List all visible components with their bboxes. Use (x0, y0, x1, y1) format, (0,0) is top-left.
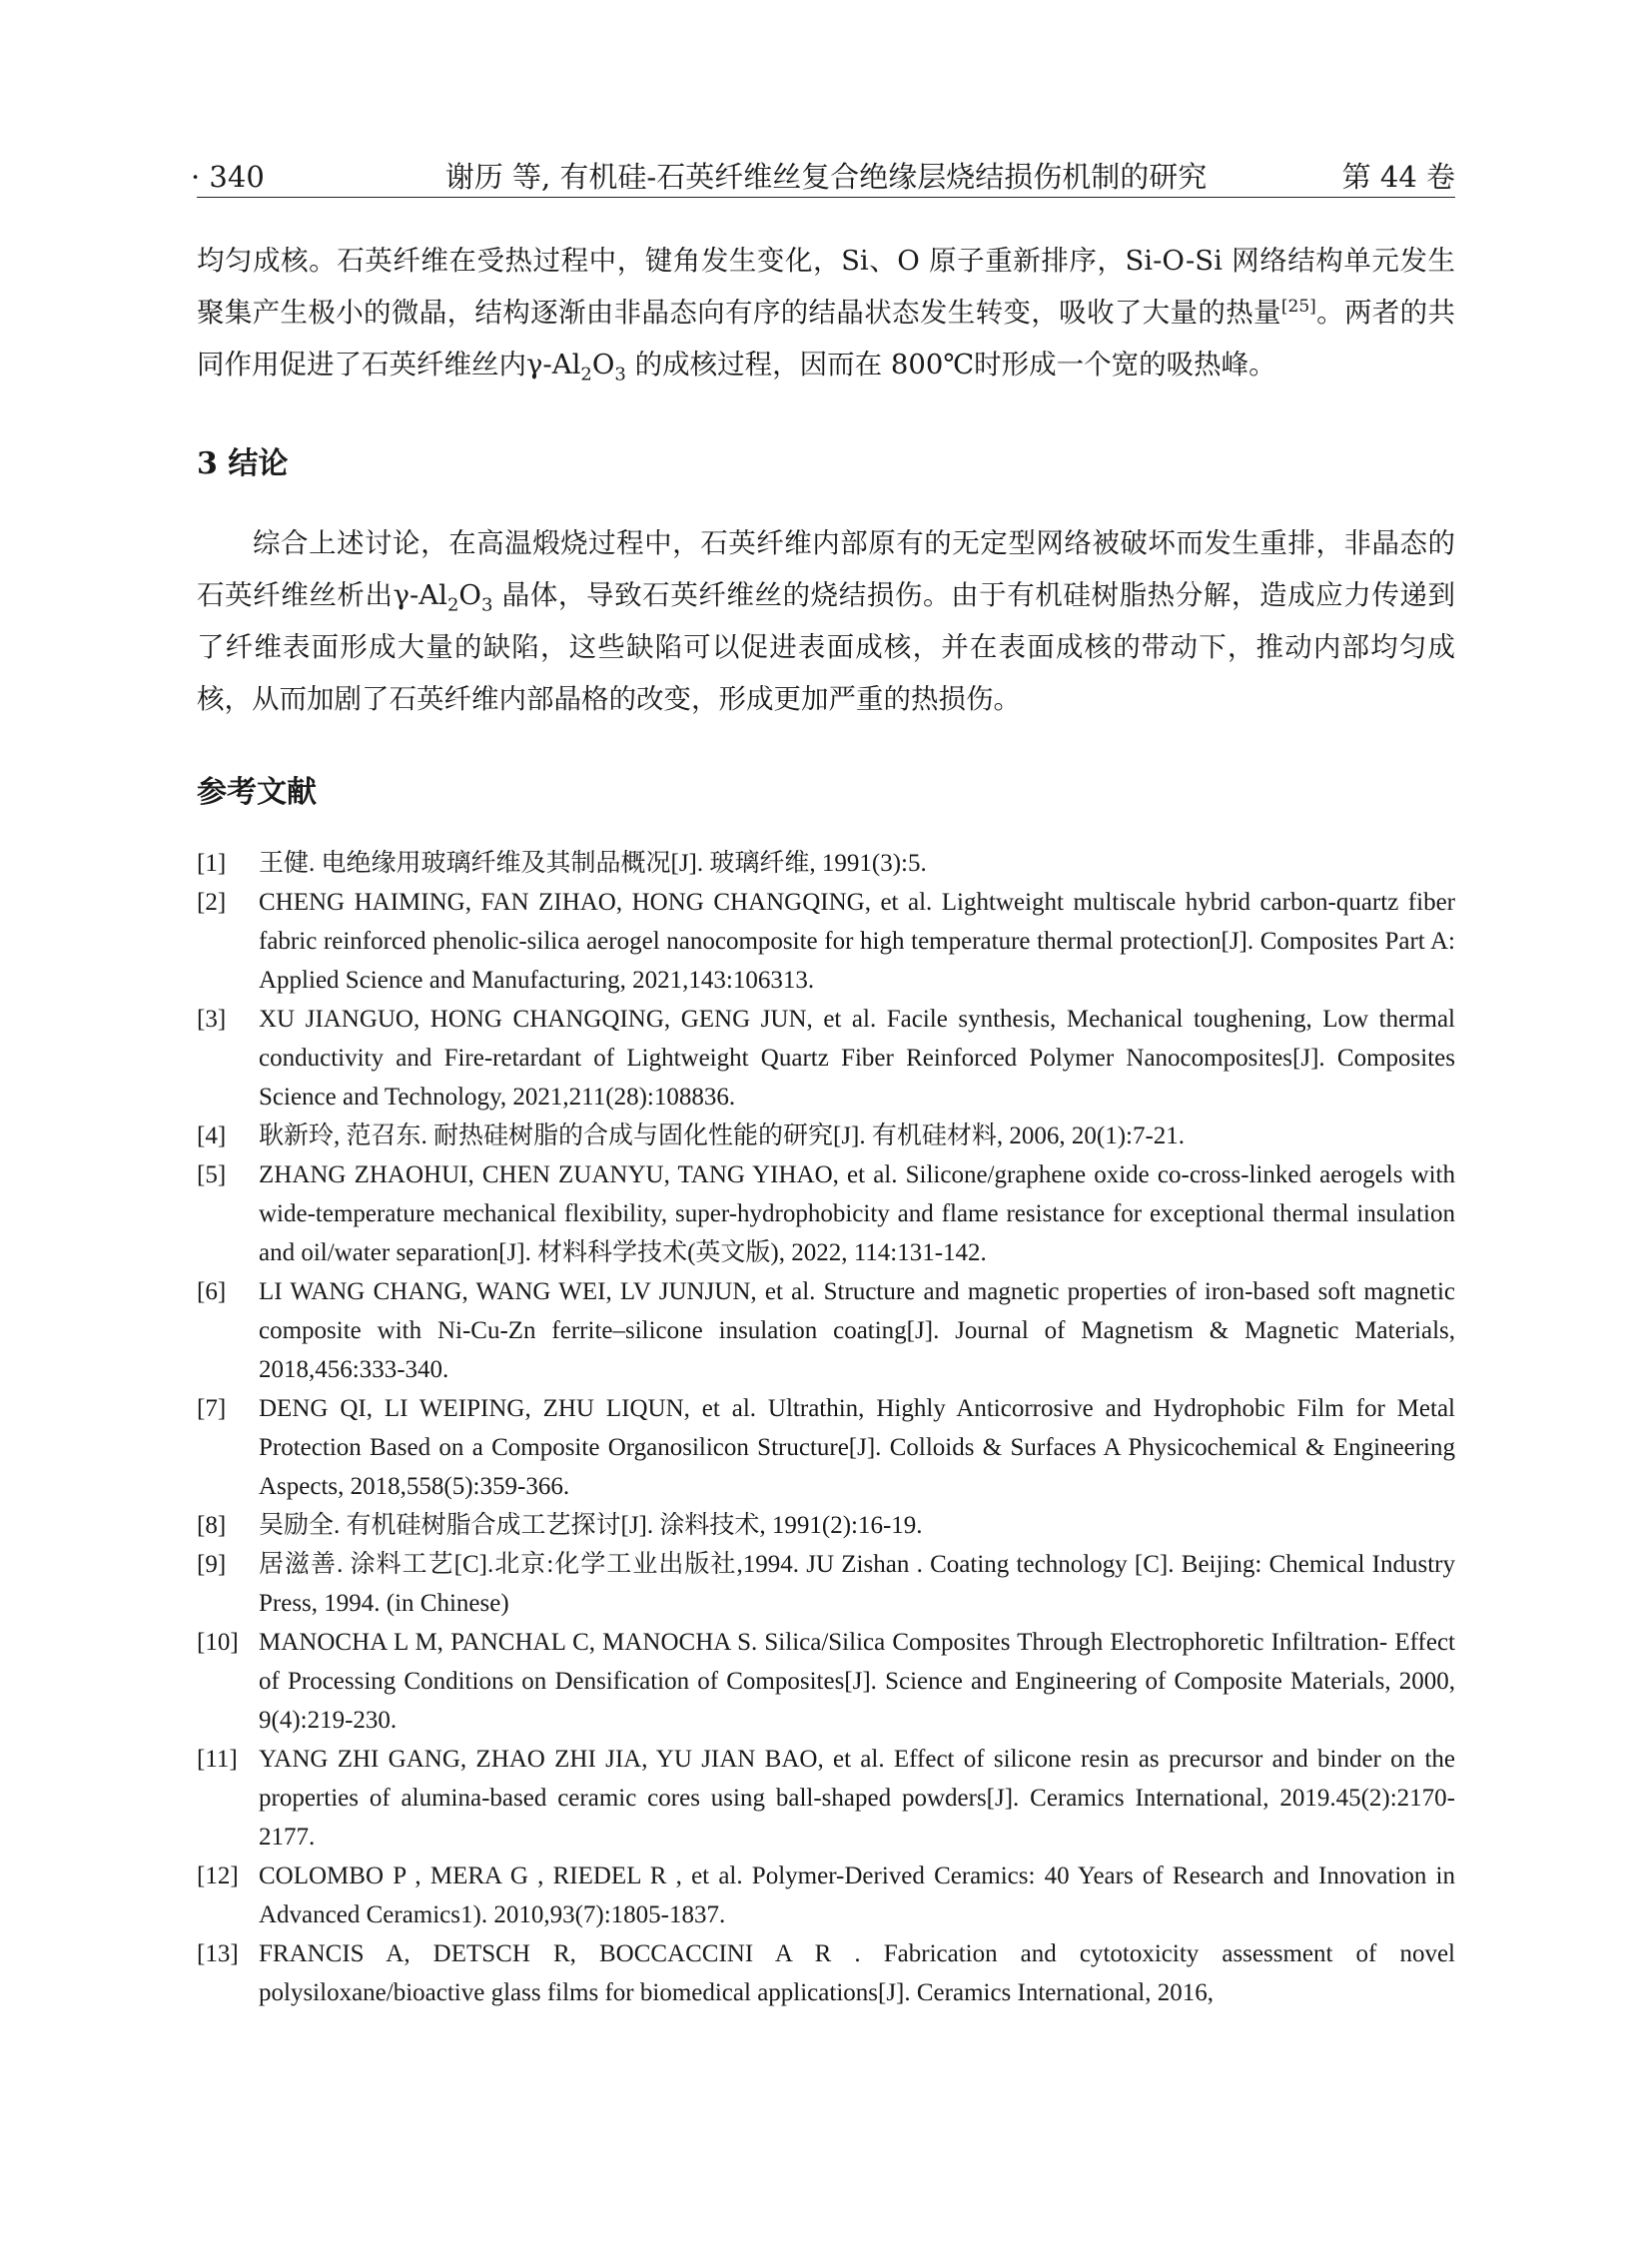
reference-item (197, 1545, 1455, 1623)
conclusion-text-1: 综合上述讨论，在高温煅烧过程中，石英纤维内部原有的无定型网络被破坏而发生重排，非晶态的石英纤维丝析出γ-Al (197, 527, 1455, 611)
reference-text: COLOMBO P , MERA G , RIEDEL R , et al. Polymer-Derived Ceramics: 40 Years of Research and Innovation in Advanced Ceramics1). 2010,93(7):1805-1837. (259, 1863, 1455, 1928)
conclusion-subscript-2: 3 (480, 594, 493, 616)
reference-number: [5] (197, 1161, 227, 1188)
reference-text: MANOCHA L M, PANCHAL C, MANOCHA S. Silica/Silica Composites Through Electrophoretic Infiltration- Effect of Processing Conditions on Densification of Composites[J]. Science and Engineering of Composite Materials, 2000, 9(4):219-230. (259, 1629, 1455, 1734)
reference-item (197, 1272, 1455, 1389)
reference-item (197, 883, 1455, 1000)
reference-number: [12] (197, 1863, 239, 1889)
intro-paragraph (197, 235, 1455, 390)
reference-text: 吴励全. 有机硅树脂合成工艺探讨[J]. 涂料技术, 1991(2):16-19. (259, 1512, 923, 1539)
reference-item (197, 1155, 1455, 1272)
reference-text: XU JIANGUO, HONG CHANGQING, GENG JUN, et al. Facile synthesis, Mechanical toughening, Low thermal conductivity and Fire-retardant of Lightweight Quartz Fiber Reinforced Polymer Nanocomposites[J]. Composites Science and Technology, 2021,211(28):108836. (259, 1006, 1455, 1111)
reference-number: [3] (197, 1006, 227, 1033)
volume-label: 第 44 卷 (1341, 160, 1455, 194)
reference-item (197, 1934, 1455, 2012)
running-header (191, 157, 1455, 198)
reference-number: [8] (197, 1512, 227, 1539)
intro-text-4: 的成核过程，因而在 800℃时形成一个宽的吸热峰。 (625, 349, 1276, 380)
reference-number: [9] (197, 1551, 227, 1578)
reference-text: DENG QI, LI WEIPING, ZHU LIQUN, et al. Ultrathin, Highly Anticorrosive and Hydrophobic Film for Metal Protection Based on a Composite Organosilicon Structure[J]. Colloids & Surfaces A Physicochemical & Engineering Aspects, 2018,558(5):359-366. (259, 1395, 1455, 1500)
reference-text: LI WANG CHANG, WANG WEI, LV JUNJUN, et al. Structure and magnetic properties of iron-based soft magnetic composite with Ni-Cu-Zn ferrite–silicone insulation coating[J]. Journal of Magnetism & Magnetic Materials, 2018,456:333-340. (259, 1278, 1455, 1383)
reference-text: 居滋善. 涂料工艺[C].北京:化学工业出版社,1994. JU Zishan . Coating technology [C]. Beijing: Chemical Industry Press, 1994. (in Chinese) (259, 1551, 1455, 1617)
reference-number: [2] (197, 889, 227, 916)
citation-25[interactable]: [25] (1280, 296, 1316, 317)
reference-item (197, 1740, 1455, 1857)
conclusion-paragraph (197, 517, 1455, 725)
reference-text: YANG ZHI GANG, ZHAO ZHI JIA, YU JIAN BAO, et al. Effect of silicone resin as precursor and binder on the properties of alumina-based ceramic cores using ball-shaped powders[J]. Ceramics International, 2019.45(2):2170-2177. (259, 1746, 1455, 1851)
reference-text: ZHANG ZHAOHUI, CHEN ZUANYU, TANG YIHAO, et al. Silicone/graphene oxide co-cross-linked aerogels with wide-temperature mechanical flexibility, super-hydrophobicity and flame resistance for exceptional thermal insulation and oil/water separation[J]. 材料科学技术(英文版), 2022, 114:131-142. (259, 1161, 1455, 1266)
reference-item (197, 844, 1455, 883)
intro-text-1: 均匀成核。石英纤维在受热过程中，键角发生变化，Si、O 原子重新排序，Si-O-Si 网络结构单元发生聚集产生极小的微晶，结构逐渐由非晶态向有序的结晶状态发生转变，吸收了大量的热量 (197, 245, 1455, 329)
intro-text-2: 。两者的共同作用促进了石英纤维丝内γ-Al (197, 297, 1455, 380)
reference-item (197, 1117, 1455, 1155)
reference-item (197, 1000, 1455, 1117)
reference-number: [10] (197, 1629, 239, 1656)
reference-item (197, 1389, 1455, 1506)
references-heading: 参考文献 (197, 775, 317, 810)
reference-number: [11] (197, 1746, 238, 1773)
reference-number: [1] (197, 850, 227, 877)
reference-item (197, 1623, 1455, 1740)
conclusion-text-2: O (458, 579, 481, 611)
page-number: · 340 (191, 160, 265, 194)
reference-text: 王健. 电绝缘用玻璃纤维及其制品概况[J]. 玻璃纤维, 1991(3):5. (259, 850, 927, 877)
reference-list (197, 844, 1455, 2012)
reference-item (197, 1857, 1455, 1934)
conclusion-subscript-1: 2 (446, 594, 459, 616)
reference-number: [13] (197, 1940, 239, 1967)
reference-number: [4] (197, 1122, 227, 1149)
reference-text: 耿新玲, 范召东. 耐热硅树脂的合成与固化性能的研究[J]. 有机硅材料, 2006, 20(1):7-21. (259, 1122, 1186, 1149)
intro-subscript-2: 3 (614, 364, 626, 385)
running-title: 谢历 等, 有机硅-石英纤维丝复合绝缘层烧结损伤机制的研究 (444, 160, 1208, 194)
intro-subscript-1: 2 (580, 364, 592, 385)
conclusion-heading: 3 结论 (197, 446, 289, 481)
conclusion-text-3: 晶体，导致石英纤维丝的烧结损伤。由于有机硅树脂热分解，造成应力传递到了纤维表面形成大量的缺陷，这些缺陷可以促进表面成核，并在表面成核的带动下，推动内部均匀成核，从而加剧了石英纤维内部晶格的改变，形成更加严重的热损伤。 (197, 579, 1455, 715)
reference-number: [6] (197, 1278, 227, 1305)
reference-number: [7] (197, 1395, 227, 1422)
reference-text: CHENG HAIMING, FAN ZIHAO, HONG CHANGQING, et al. Lightweight multiscale hybrid carbon-quartz fiber fabric reinforced phenolic-silica aerogel nanocomposite for high temperature thermal protection[J]. Composites Part A: Applied Science and Manufacturing, 2021,143:106313. (259, 889, 1455, 994)
reference-text: FRANCIS A, DETSCH R, BOCCACCINI A R . Fabrication and cytotoxicity assessment of novel polysiloxane/bioactive glass films for biomedical applications[J]. Ceramics International, 2016, (259, 1940, 1455, 2006)
intro-text-3: O (591, 349, 615, 380)
reference-item (197, 1506, 1455, 1545)
